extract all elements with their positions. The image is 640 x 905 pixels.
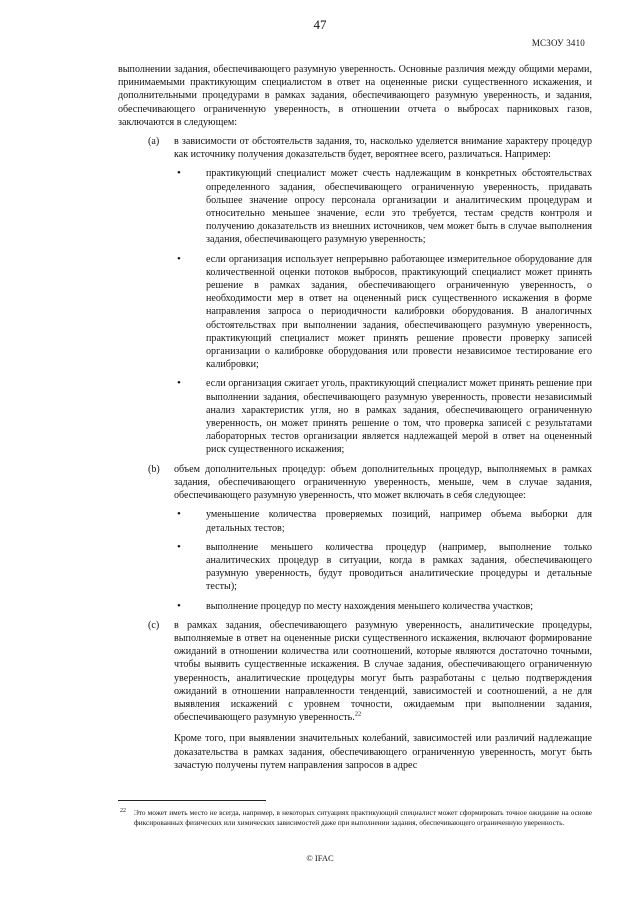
page-number: 47 xyxy=(313,17,327,32)
list-item-c xyxy=(118,619,592,725)
item-text: объем дополнительных процедур: объем дополнительных процедур, выполняемых в рамках задания, обеспечивающего ограниченную уверенность, меньше, чем в случае задания, обеспечивающего разумную уверенность, что может включать в себя следующее: xyxy=(174,463,592,502)
list-item-b xyxy=(118,463,592,613)
bullet-icon: • xyxy=(177,508,181,521)
bullet-icon: • xyxy=(177,599,181,612)
bullet-text: практикующий специалист может счесть надлежащим в конкретных обстоятельствах определенного задания, обеспечивающего ограниченную уверенность, придавать большее значение опросу персонала организации и аналитическим процедурам и относительно меньшее значение, если это требуется, тестам средств контроля и получению доказательств из внешних источников, чем может быть в случае выполнения задания, обеспечивающего разумную уверенность; xyxy=(206,168,592,246)
footnote-number: 22 xyxy=(120,808,126,814)
closing-paragraph: Кроме того, при выявлении значительных колебаний, зависимостей или различий надлежащие доказательства в рамках задания, обеспечивающего ограниченную уверенность, могут быть зачастую получены путем направления запросов в адрес xyxy=(174,733,592,771)
bullet-item xyxy=(174,541,592,594)
page-body xyxy=(118,63,592,772)
item-label: (b) xyxy=(148,463,160,475)
copyright-footer: © IFAC xyxy=(306,853,334,863)
bullet-text: выполнение меньшего количества процедур (например, выполнение только аналитических процедур в ситуации, когда в рамках задания, обеспечивающего разумную уверенность, будут проводиться аналитические процедуры и детальные тесты); xyxy=(206,541,592,593)
bullet-icon: • xyxy=(177,540,181,553)
document-code: МСЗОУ 3410 xyxy=(531,38,585,48)
bullet-text: если организация использует непрерывно работающее измерительное оборудование для количественной оценки потоков выбросов, практикующий специалист может принять решение в рамках задания, обеспечивающего ограниченную уверенность, о необходимости мер в ответ на оцененный риск существенного искажения в форме направления запроса о периодичности калибровки оборудования. В аналогичных обстоятельствах при выполнении задания, обеспечивающего разумную уверенность, практикующий специалист может принять решение провести проверку записей организации о калибровке оборудования или провести независимое тестирование его калибровки; xyxy=(206,253,592,371)
item-text xyxy=(174,619,592,725)
intro-paragraph: выполнении задания, обеспечивающего разумную уверенность. Основные различия между общими мерами, принимаемыми практикующим специалистом в ответ на оцененные риски существенного искажения, и дополнительными процедурами в рамках задания, обеспечивающего разумную уверенность, и задания, обеспечивающего ограниченную уверенность, в отношении отчета о выбросах парниковых газов, заключаются в следующем: xyxy=(118,64,592,128)
bullet-item xyxy=(174,377,592,456)
bullet-icon: • xyxy=(177,377,181,390)
bullet-icon: • xyxy=(177,252,181,265)
bullet-text: уменьшение количества проверяемых позиций, например объема выборки для детальных тестов; xyxy=(206,509,592,534)
item-label: (c) xyxy=(148,619,160,631)
footnote-reference[interactable]: 22 xyxy=(354,710,362,718)
footnote-divider xyxy=(118,800,266,801)
item-label: (a) xyxy=(148,136,160,148)
item-text-body: в рамках задания, обеспечивающего разумную уверенность, аналитические процедуры, выполняемые в ответ на оцененные риски существенного искажения, включают формирование ожиданий в отношении количества или соотношений, которые являются достаточно точными, чтобы выявить существенные искажения. В случае задания, обеспечивающего ограниченную уверенность, аналитические процедуры могут быть разработаны с целью подтверждения ожиданий в отношении направленности тенденций, зависимостей и соотношений, а не для выявления искажений с уровнем точности, ожидаемым при выполнении задания, обеспечивающего разумную уверенность. xyxy=(174,619,592,724)
list-item-a xyxy=(118,135,592,457)
bullet-item xyxy=(174,253,592,372)
bullet-text: если организация сжигает уголь, практикующий специалист может принять решение при выполнении задания, обеспечивающего разумную уверенность, провести независимый анализ характеристик угля, но в рамках задания, обеспечивающего ограниченную уверенность, он может принять решение о том, что проверка записей с результатами лабораторных тестов организации является надлежащей мерой в ответ на оцененный риск существенного искажения; xyxy=(206,378,592,456)
footnote xyxy=(118,808,592,828)
footnote-text: Это может иметь место не всегда, например, в некоторых ситуациях практикующий специалист может сформировать точное ожидание на основе фиксированных физических или химических зависимостей даже при выполнении задания, обеспечивающего ограниченную уверенность. xyxy=(134,808,592,827)
bullet-text: выполнение процедур по месту нахождения меньшего количества участков; xyxy=(206,600,534,612)
bullet-item xyxy=(174,167,592,246)
bullet-item xyxy=(174,600,592,613)
bullet-item xyxy=(174,508,592,534)
bullet-icon: • xyxy=(177,167,181,180)
item-text: в зависимости от обстоятельств задания, то, насколько уделяется внимание характеру процедур как источнику получения доказательств будет, вероятнее всего, различаться. Например: xyxy=(174,136,592,161)
